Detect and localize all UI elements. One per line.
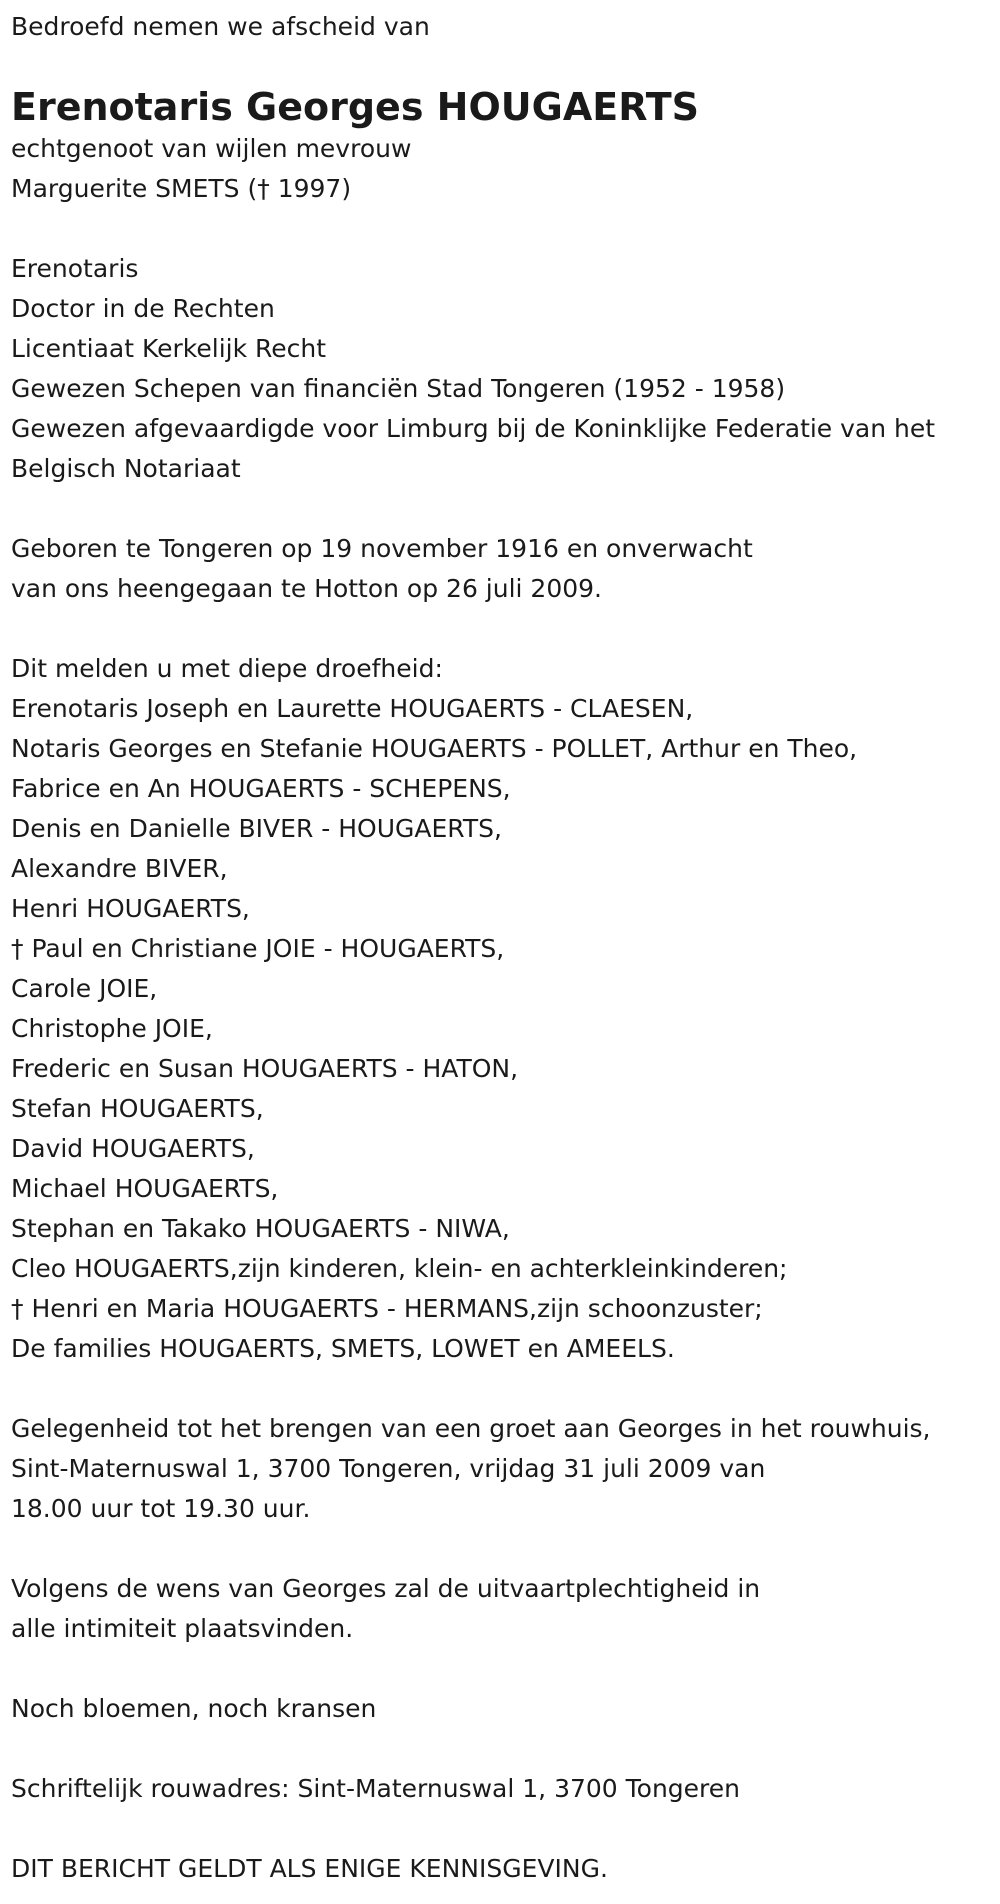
obituary-notice: [11, 7, 996, 1889]
notice-line: DIT BERICHT GELDT ALS ENIGE KENNISGEVING.: [11, 1854, 608, 1883]
mourner-line: Michael HOUGAERTS,: [11, 1174, 279, 1203]
mourner-line: Carole JOIE,: [11, 974, 158, 1003]
funeral-line: Volgens de wens van Georges zal de uitvaartplechtigheid in: [11, 1574, 761, 1603]
visitation-line: 18.00 uur tot 19.30 uur.: [11, 1494, 311, 1523]
flowers-line: Noch bloemen, noch kransen: [11, 1694, 377, 1723]
title-line: Doctor in de Rechten: [11, 294, 275, 323]
address-line: Schriftelijk rouwadres: Sint-Maternuswal 1, 3700 Tongeren: [11, 1774, 741, 1803]
spacer: [11, 209, 996, 249]
birth-death-line: van ons heengegaan te Hotton op 26 juli 2009.: [11, 574, 603, 603]
mourner-line: † Paul en Christiane JOIE - HOUGAERTS,: [11, 934, 505, 963]
spacer: [11, 1649, 996, 1689]
visitation-line: Sint-Maternuswal 1, 3700 Tongeren, vrijdag 31 juli 2009 van: [11, 1454, 766, 1483]
intro-text: Bedroefd nemen we afscheid van: [11, 12, 430, 41]
title-line: Erenotaris: [11, 254, 139, 283]
spouse-line: Marguerite SMETS († 1997): [11, 174, 352, 203]
title-line: Gewezen afgevaardigde voor Limburg bij de Koninklijke Federatie van het: [11, 414, 936, 443]
spacer: [11, 1809, 996, 1849]
visitation-line: Gelegenheid tot het brengen van een groet aan Georges in het rouwhuis,: [11, 1414, 931, 1443]
title-line: Licentiaat Kerkelijk Recht: [11, 334, 327, 363]
birth-death-line: Geboren te Tongeren op 19 november 1916 en onverwacht: [11, 534, 753, 563]
mourner-line: David HOUGAERTS,: [11, 1134, 255, 1163]
mourner-line: De families HOUGAERTS, SMETS, LOWET en AMEELS.: [11, 1334, 675, 1363]
spacer: [11, 609, 996, 649]
mourner-line: Christophe JOIE,: [11, 1014, 213, 1043]
mourner-line: Fabrice en An HOUGAERTS - SCHEPENS,: [11, 774, 511, 803]
mourner-line: † Henri en Maria HOUGAERTS - HERMANS,zijn schoonzuster;: [11, 1294, 763, 1323]
mourner-line: Alexandre BIVER,: [11, 854, 228, 883]
title-line: Belgisch Notariaat: [11, 454, 241, 483]
mourner-line: Stefan HOUGAERTS,: [11, 1094, 264, 1123]
spacer: [11, 489, 996, 529]
title-line: Gewezen Schepen van financiën Stad Tongeren (1952 - 1958): [11, 374, 786, 403]
mourner-line: Notaris Georges en Stefanie HOUGAERTS - POLLET, Arthur en Theo,: [11, 734, 858, 763]
mourner-line: Erenotaris Joseph en Laurette HOUGAERTS - CLAESEN,: [11, 694, 694, 723]
spouse-line: echtgenoot van wijlen mevrouw: [11, 134, 412, 163]
mourner-line: Denis en Danielle BIVER - HOUGAERTS,: [11, 814, 502, 843]
mourner-line: Frederic en Susan HOUGAERTS - HATON,: [11, 1054, 519, 1083]
spacer: [11, 1729, 996, 1769]
spacer: [11, 1529, 996, 1569]
mourners-intro: Dit melden u met diepe droefheid:: [11, 654, 443, 683]
funeral-line: alle intimiteit plaatsvinden.: [11, 1614, 354, 1643]
deceased-name: Erenotaris Georges HOUGAERTS: [11, 85, 700, 129]
mourner-line: Cleo HOUGAERTS,zijn kinderen, klein- en achterkleinkinderen;: [11, 1254, 788, 1283]
mourner-line: Stephan en Takako HOUGAERTS - NIWA,: [11, 1214, 510, 1243]
mourner-line: Henri HOUGAERTS,: [11, 894, 250, 923]
spacer: [11, 1369, 996, 1409]
